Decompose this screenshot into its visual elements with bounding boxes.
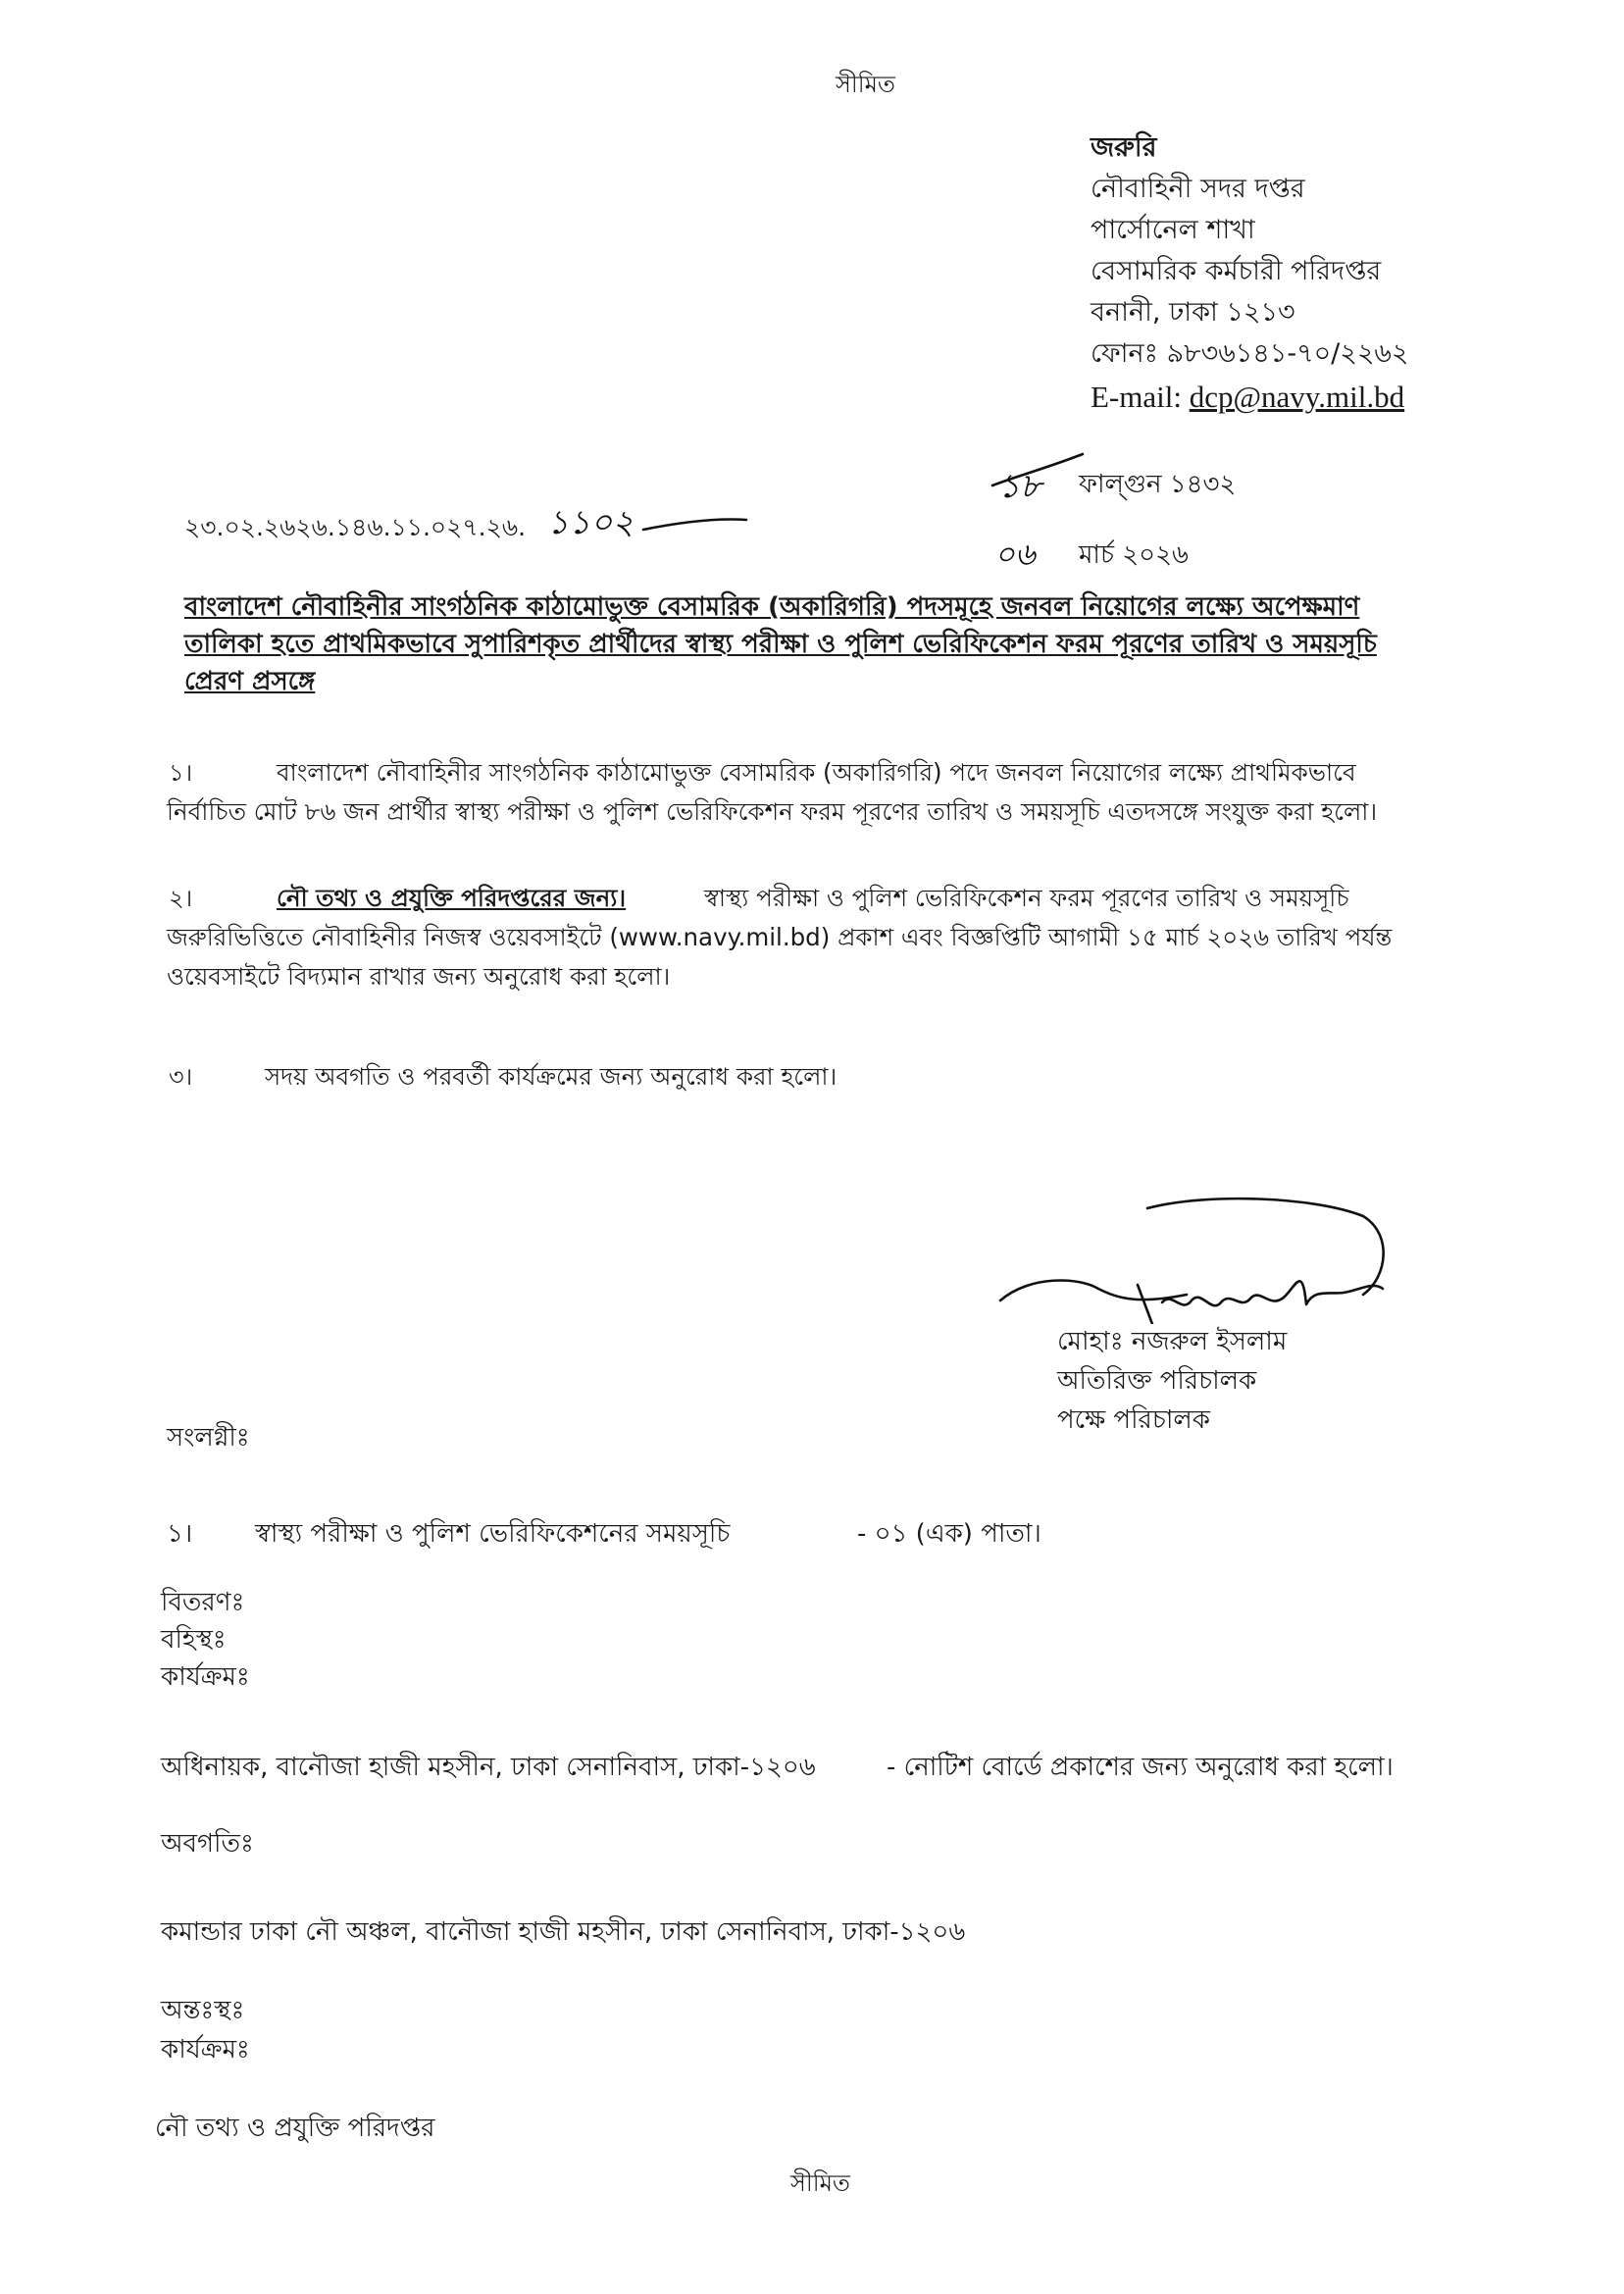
distribution-action: কার্যক্রমঃ: [161, 1662, 250, 1692]
subject: [184, 588, 1530, 700]
paragraph-2-line-3: ওয়েবসাইটে বিদ্যমান রাখার জন্য অনুরোধ করা হলো।: [167, 962, 671, 991]
distribution-label: বিতরণঃ: [161, 1588, 245, 1617]
handwritten-memo-suffix-text: ১১০২: [547, 503, 634, 542]
letterhead-line-4: বনানী, ঢাকা ১২১৩: [1091, 297, 1295, 328]
priority-label: জরুরি: [1091, 132, 1157, 163]
signatory-name: মোহাঃ নজরুল ইসলাম: [1057, 1327, 1288, 1356]
email-address[interactable]: dcp@navy.mil.bd: [1189, 380, 1405, 414]
paragraph-3-line-1: সদয় অবগতি ও পরবর্তী কার্যক্রমের জন্য অনুরোধ করা হলো।: [265, 1062, 837, 1091]
handwritten-day-bangla: [989, 446, 1087, 505]
paragraph-2-first-line-rest: স্বাস্থ্য পরীক্ষা ও পুলিশ ভেরিফিকেশন ফরম পূরণের তারিখ ও সময়সূচি: [703, 884, 1349, 912]
date-bangla: ফাল্গুন ১৪৩২: [1079, 470, 1237, 499]
enclosure-label: সংলগ্নীঃ: [167, 1423, 250, 1453]
letterhead-line-3: বেসামরিক কর্মচারী পরিদপ্তর: [1091, 256, 1382, 286]
classification-top: সীমিত: [836, 71, 895, 98]
paragraph-2-line-2: জরুরিভিত্তিতে নৌবাহিনীর নিজস্ব ওয়েবসাইটে (www.navy.mil.bd) প্রকাশ এবং বিজ্ঞপ্তিটি আগামী ১৫ মার্চ ২০২৬ তারিখ পর্যন্ত: [167, 923, 1393, 951]
paragraph-2-number: ২।: [169, 885, 193, 912]
paragraph-2-heading: নৌ তথ্য ও প্রযুক্তি পরিদপ্তরের জন্য।: [277, 884, 627, 912]
handwritten-day-english-text: ০৬: [994, 535, 1036, 573]
distribution-external: বহিস্থঃ: [161, 1625, 227, 1655]
paragraph-2: [167, 879, 1530, 996]
info-recipient: কমান্ডার ঢাকা নৌ অঞ্চল, বানৌজা হাজী মহসীন, ঢাকা সেনানিবাস, ঢাকা-১২০৬: [161, 1917, 966, 1947]
letterhead-line-1: নৌবাহিনী সদর দপ্তর: [1091, 174, 1305, 204]
enclosure-item: স্বাস্থ্য পরীক্ষা ও পুলিশ ভেরিফিকেশনের সময়সূচি: [255, 1519, 731, 1549]
email-label: E-mail:: [1091, 380, 1182, 414]
signatory-on-behalf: পক্ষে পরিচালক: [1057, 1405, 1210, 1435]
action-recipient: অধিনায়ক, বানৌজা হাজী মহসীন, ঢাকা সেনানিবাস, ঢাকা-১২০৬: [161, 1753, 816, 1782]
handwritten-memo-suffix: [545, 498, 751, 547]
enclosure-number: ১।: [167, 1519, 193, 1549]
internal-action: কার্যক্রমঃ: [161, 2035, 250, 2065]
memo-number: ২৩.০২.২৬২৬.১৪৬.১১.০২৭.২৬.: [184, 513, 527, 541]
internal-recipient: নৌ তথ্য ও প্রযুক্তি পরিদপ্তর: [155, 2114, 435, 2143]
letterhead: [1091, 127, 1409, 418]
paragraph-1: [167, 753, 1530, 832]
date-english: মার্চ ২০২৬: [1079, 540, 1189, 570]
paragraph-1-number: ১।: [169, 759, 193, 787]
signatory-title: অতিরিক্ত পরিচালক: [1057, 1366, 1257, 1396]
handwritten-day-english: [990, 530, 1059, 579]
paragraph-1-line-2: নির্বাচিত মোট ৮৬ জন প্রার্থীর স্বাস্থ্য পরীক্ষা ও পুলিশ ভেরিফিকেশন ফরম পূরণের তারিখ ও সময়সূচি এতদসঙ্গে সংযুক্ত করা হলো।: [167, 797, 1378, 826]
subject-line-2: তালিকা হতে প্রাথমিকভাবে সুপারিশকৃত প্রার্থীদের স্বাস্থ্য পরীক্ষা ও পুলিশ ভেরিফিকেশন ফরম পূরণের তারিখ ও সময়সূচি: [184, 630, 1377, 659]
paragraph-1-line-1: বাংলাদেশ নৌবাহিনীর সাংগঠনিক কাঠামোভুক্ত বেসামরিক (অকারিগরি) পদে জনবল নিয়োগের লক্ষ্যে প্রাথমিকভাবে: [277, 758, 1356, 787]
action-note: - নোটিশ বোর্ডে প্রকাশের জন্য অনুরোধ করা হলো।: [887, 1753, 1394, 1782]
handwritten-day-bangla-text: ১৮: [998, 467, 1042, 505]
enclosure-pages: - ০১ (এক) পাতা।: [857, 1519, 1041, 1549]
classification-bottom: সীমিত: [790, 2169, 850, 2197]
letterhead-line-5: ফোনঃ ৯৮৩৬১৪১-৭০/২২৬২: [1091, 338, 1409, 369]
info-label: অবগতিঃ: [161, 1829, 254, 1859]
subject-line-1: বাংলাদেশ নৌবাহিনীর সাংগঠনিক কাঠামোভুক্ত বেসামরিক (অকারিগরি) পদসমূহে জনবল নিয়োগের লক্ষ্যে অপেক্ষমাণ: [184, 592, 1360, 622]
paragraph-3-number: ৩।: [169, 1063, 193, 1091]
paragraph-3: [167, 1057, 1530, 1096]
email-line: [1091, 377, 1409, 418]
signature: [990, 1187, 1402, 1324]
paragraph-2-line-1: [167, 879, 1530, 918]
internal-label: অন্তঃস্থঃ: [161, 1996, 245, 2025]
subject-line-3: প্রেরণ প্রসঙ্গে: [184, 667, 316, 696]
letterhead-line-2: পার্সোনেল শাখা: [1091, 215, 1255, 245]
